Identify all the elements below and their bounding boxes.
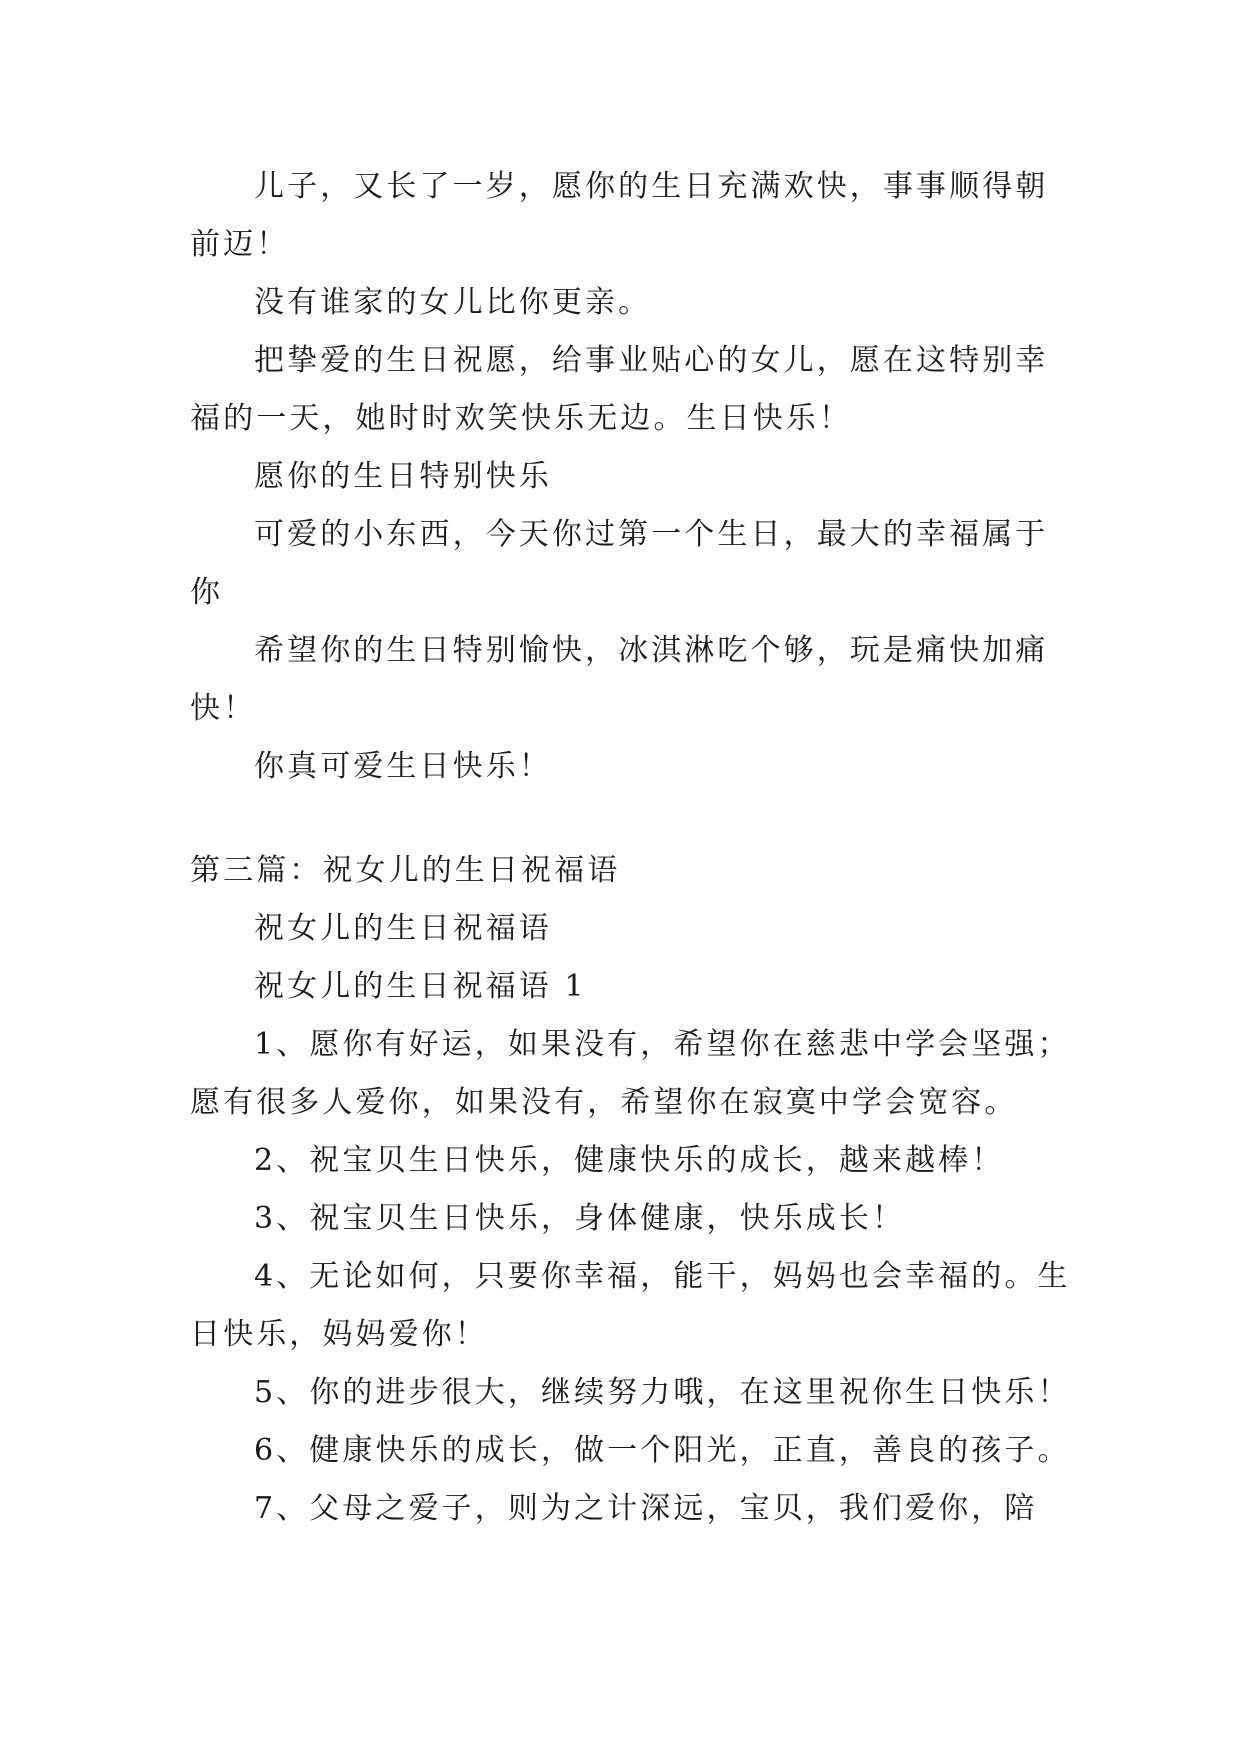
- paragraph: 愿你的生日特别快乐: [254, 459, 552, 494]
- paragraph: 儿子，又长了一岁，愿你的生日充满欢快，事事顺得朝前迈！: [190, 169, 1049, 262]
- paragraph: 希望你的生日特别愉快，冰淇淋吃个够，玩是痛快加痛快！: [190, 633, 1049, 726]
- list-item: 1、愿你有好运，如果没有，希望你在慈悲中学会坚强；愿有很多人爱你，如果没有，希望你在寂寞中学会宽容。: [190, 1027, 1071, 1120]
- list-item: 4、无论如何，只要你幸福，能干，妈妈也会幸福的。生日快乐，妈妈爱你！: [190, 1259, 1071, 1352]
- list-item: 7、父母之爱子，则为之计深远，宝贝，我们爱你，陪: [254, 1491, 1038, 1526]
- paragraph: 可爱的小东西，今天你过第一个生日，最大的幸福属于你: [190, 517, 1049, 610]
- list-item: 3、祝宝贝生日快乐，身体健康，快乐成长！: [254, 1201, 906, 1236]
- section-subheading: 祝女儿的生日祝福语 1: [254, 969, 587, 1004]
- list-item: 2、祝宝贝生日快乐，健康快乐的成长，越来越棒！: [254, 1143, 1005, 1178]
- section-gap: [190, 796, 1072, 842]
- section-subtitle: 祝女儿的生日祝福语: [254, 911, 552, 946]
- document-body: [190, 158, 1072, 1538]
- list-item: 6、健康快乐的成长，做一个阳光，正直，善良的孩子。: [254, 1433, 1071, 1468]
- paragraph: 没有谁家的女儿比你更亲。: [254, 285, 652, 320]
- paragraph: 你真可爱生日快乐！: [254, 749, 552, 784]
- list-item: 5、你的进步很大，继续努力哦，在这里祝你生日快乐！: [254, 1375, 1071, 1410]
- section-heading: 第三篇：祝女儿的生日祝福语: [190, 853, 621, 888]
- paragraph: 把挚爱的生日祝愿，给事业贴心的女儿，愿在这特别幸福的一天，她时时欢笑快乐无边。生日快乐！: [190, 343, 1049, 436]
